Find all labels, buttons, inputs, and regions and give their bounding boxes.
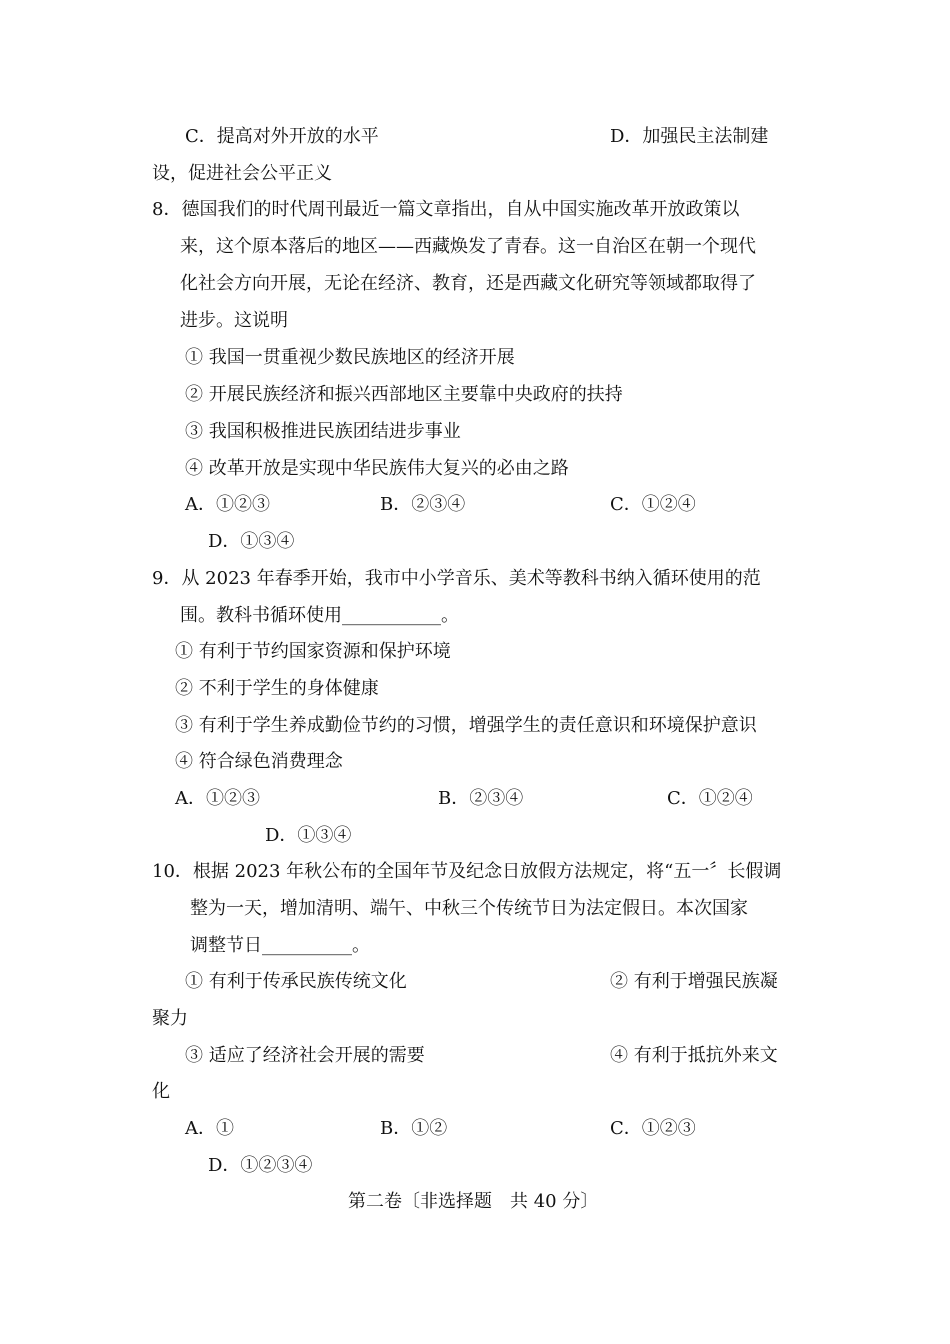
q10-item-4: ④ 有利于抵抗外来文 [610,1045,778,1066]
q8-item-4: ④ 改革开放是实现中华民族伟大复兴的必由之路 [185,458,569,479]
option-d-prev-cont: 设，促进社会公平正义 [152,163,332,184]
q8-option-b: B．②③④ [380,494,466,515]
q8-item-3: ③ 我国积极推进民族团结进步事业 [185,421,461,442]
q9-item-4: ④ 符合绿色消费理念 [175,751,343,772]
q9-option-d: D．①③④ [265,825,352,846]
q9-option-a: A．①②③ [175,788,260,809]
q10-stem-line1: 10．根据 2023 年秋公布的全国年节及纪念日放假方法规定，将“五一〞长假调 [152,861,782,882]
q8-stem-line3: 化社会方向开展，无论在经济、教育，还是西藏文化研究等领域都取得了 [180,273,756,294]
section-title: 第二卷〔非选择题 共 40 分〕 [348,1191,599,1212]
q9-option-c: C．①②④ [667,788,753,809]
q8-option-d: D．①③④ [208,531,295,552]
q8-option-c: C．①②④ [610,494,696,515]
q10-option-a: A．① [185,1118,234,1139]
q10-stem-line2: 整为一天，增加清明、端午、中秋三个传统节日为法定假日。本次国家 [190,898,748,919]
option-d-prev: D．加强民主法制建 [610,126,769,147]
q8-stem-line1: 8．德国我们的时代周刊最近一篇文章指出，自从中国实施改革开放政策以 [152,199,740,220]
q10-item-2-cont: 聚力 [152,1008,188,1029]
option-c-prev: C．提高对外开放的水平 [185,126,379,147]
q10-item-4-cont: 化 [152,1081,170,1102]
q9-item-2: ② 不利于学生的身体健康 [175,678,379,699]
q9-stem-line1: 9．从 2023 年春季开始，我市中小学音乐、美术等教科书纳入循环使用的范 [152,568,761,589]
q10-item-1: ① 有利于传承民族传统文化 [185,971,407,992]
q8-stem-line2: 来，这个原本落后的地区——西藏焕发了青春。这一自治区在朝一个现代 [180,236,756,257]
q10-option-c: C．①②③ [610,1118,696,1139]
q10-stem-line3: 调整节日__________。 [190,935,370,956]
q9-option-b: B．②③④ [438,788,524,809]
q8-stem-line4: 进步。这说明 [180,310,288,331]
q10-item-2: ② 有利于增强民族凝 [610,971,778,992]
q8-item-2: ② 开展民族经济和振兴西部地区主要靠中央政府的扶持 [185,384,623,405]
q10-option-d: D．①②③④ [208,1155,313,1176]
q8-item-1: ① 我国一贯重视少数民族地区的经济开展 [185,347,515,368]
q9-item-3: ③ 有利于学生养成勤俭节约的习惯，增强学生的责任意识和环境保护意识 [175,715,757,736]
q9-stem-line2: 围。教科书循环使用___________。 [180,605,459,626]
q8-option-a: A．①②③ [185,494,270,515]
q10-item-3: ③ 适应了经济社会开展的需要 [185,1045,425,1066]
q10-option-b: B．①② [380,1118,448,1139]
q9-item-1: ① 有利于节约国家资源和保护环境 [175,641,451,662]
